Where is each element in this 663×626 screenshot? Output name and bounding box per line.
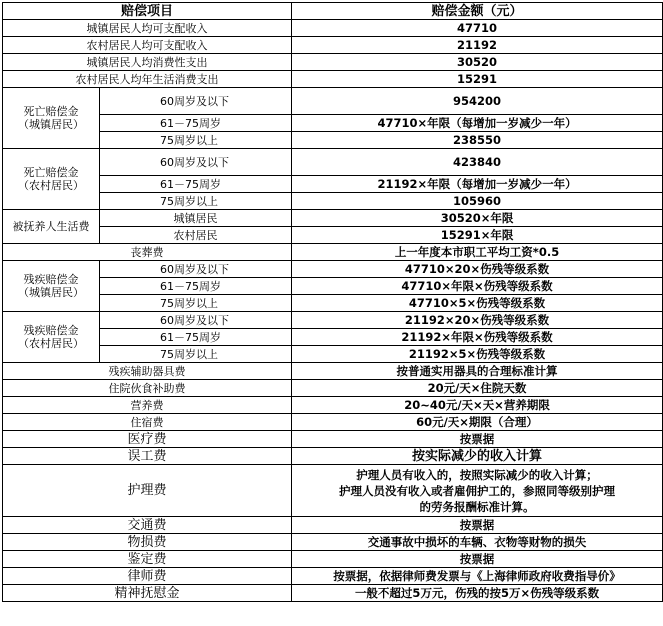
row-amount: 21192×年限（每增加一岁减少一年）	[292, 176, 663, 193]
row-subitem: 60周岁及以下	[100, 261, 292, 278]
table-row	[3, 551, 663, 568]
table-row	[3, 261, 663, 278]
row-amount: 交通事故中损坏的车辆、衣物等财物的损失	[292, 534, 663, 551]
table-row	[3, 278, 663, 295]
row-item: 城镇居民人均消费性支出	[3, 54, 292, 71]
nursing-line: 护理人员没有收入或者雇佣护工的，参照同等级别护理	[339, 483, 616, 498]
row-item: 物损费	[3, 534, 292, 551]
row-subitem: 75周岁以上	[100, 346, 292, 363]
row-item: 护理费	[3, 465, 292, 517]
table-row	[3, 54, 663, 71]
row-item: 精神抚慰金	[3, 585, 292, 602]
row-amount: 21192×年限×伤残等级系数	[292, 329, 663, 346]
disability-rural-label: 残疾赔偿金 （农村居民）	[3, 312, 100, 363]
table-row	[3, 397, 663, 414]
row-amount: 按实际减少的收入计算	[292, 448, 663, 465]
row-item: 城镇居民人均可支配收入	[3, 20, 292, 37]
row-item: 营养费	[3, 397, 292, 414]
row-subitem: 60周岁及以下	[100, 149, 292, 176]
table-row	[3, 585, 663, 602]
row-amount: 238550	[292, 132, 663, 149]
row-amount: 30520	[292, 54, 663, 71]
row-subitem: 61－75周岁	[100, 278, 292, 295]
table-row	[3, 568, 663, 585]
row-subitem: 60周岁及以下	[100, 88, 292, 115]
row-amount: 21192	[292, 37, 663, 54]
table-row	[3, 465, 663, 517]
row-item: 住宿费	[3, 414, 292, 431]
table-row	[3, 37, 663, 54]
row-amount: 按票据	[292, 431, 663, 448]
table-row	[3, 363, 663, 380]
header-item: 赔偿项目	[3, 3, 292, 20]
table-row	[3, 312, 663, 329]
row-item: 误工费	[3, 448, 292, 465]
row-subitem: 农村居民	[100, 227, 292, 244]
row-item: 交通费	[3, 517, 292, 534]
row-item: 残疾辅助器具费	[3, 363, 292, 380]
table-row	[3, 88, 663, 115]
row-amount: 423840	[292, 149, 663, 176]
table-row	[3, 193, 663, 210]
row-subitem: 61－75周岁	[100, 176, 292, 193]
disability-urban-label: 残疾赔偿金 （城镇居民）	[3, 261, 100, 312]
table-row	[3, 329, 663, 346]
table-row	[3, 380, 663, 397]
row-item: 住院伙食补助费	[3, 380, 292, 397]
row-amount: 47710	[292, 20, 663, 37]
nursing-amount	[292, 465, 663, 517]
row-amount: 47710×年限×伤残等级系数	[292, 278, 663, 295]
table-row	[3, 210, 663, 227]
table-row	[3, 115, 663, 132]
table-row	[3, 132, 663, 149]
row-amount: 一般不超过5万元，伤残的按5万×伤残等级系数	[292, 585, 663, 602]
table-row	[3, 431, 663, 448]
table-row	[3, 20, 663, 37]
row-item: 丧葬费	[3, 244, 292, 261]
row-amount: 21192×5×伤残等级系数	[292, 346, 663, 363]
compensation-table	[2, 2, 663, 602]
header-amount: 赔偿金额（元）	[292, 3, 663, 20]
table-row	[3, 227, 663, 244]
row-amount: 20元/天×住院天数	[292, 380, 663, 397]
death-rural-label: 死亡赔偿金 （农村居民）	[3, 149, 100, 210]
row-amount: 954200	[292, 88, 663, 115]
table-row	[3, 414, 663, 431]
row-amount: 47710×20×伤残等级系数	[292, 261, 663, 278]
table-row	[3, 346, 663, 363]
row-subitem: 61－75周岁	[100, 329, 292, 346]
row-amount: 30520×年限	[292, 210, 663, 227]
row-subitem: 城镇居民	[100, 210, 292, 227]
row-amount: 按票据	[292, 517, 663, 534]
row-subitem: 75周岁以上	[100, 132, 292, 149]
row-item: 农村居民人均年生活消费支出	[3, 71, 292, 88]
row-amount: 20~40元/天×天×营养期限	[292, 397, 663, 414]
row-subitem: 75周岁以上	[100, 193, 292, 210]
death-urban-label: 死亡赔偿金 （城镇居民）	[3, 88, 100, 149]
table-row	[3, 534, 663, 551]
table-row	[3, 295, 663, 312]
row-amount: 按普通实用器具的合理标准计算	[292, 363, 663, 380]
row-subitem: 61－75周岁	[100, 115, 292, 132]
table-row	[3, 517, 663, 534]
row-amount: 47710×年限（每增加一岁减少一年）	[292, 115, 663, 132]
row-amount: 105960	[292, 193, 663, 210]
table-row	[3, 71, 663, 88]
row-amount: 15291	[292, 71, 663, 88]
nursing-line: 护理人员有收入的，按照实际减少的收入计算；	[356, 467, 598, 482]
table-row	[3, 176, 663, 193]
row-amount: 21192×20×伤残等级系数	[292, 312, 663, 329]
row-item: 农村居民人均可支配收入	[3, 37, 292, 54]
row-subitem: 75周岁以上	[100, 295, 292, 312]
table-row	[3, 448, 663, 465]
row-amount: 15291×年限	[292, 227, 663, 244]
dependent-label: 被抚养人生活费	[3, 210, 100, 244]
table-row	[3, 149, 663, 176]
nursing-line: 的劳务报酬标准计算。	[419, 499, 535, 514]
row-amount: 按票据	[292, 551, 663, 568]
row-amount: 60元/天×期限（合理）	[292, 414, 663, 431]
row-item: 鉴定费	[3, 551, 292, 568]
row-item: 医疗费	[3, 431, 292, 448]
row-amount: 上一年度本市职工平均工资*0.5	[292, 244, 663, 261]
row-amount: 47710×5×伤残等级系数	[292, 295, 663, 312]
row-subitem: 60周岁及以下	[100, 312, 292, 329]
row-item: 律师费	[3, 568, 292, 585]
table-header-row	[3, 3, 663, 20]
table-row	[3, 244, 663, 261]
row-amount: 按票据，依据律师费发票与《上海律师政府收费指导价》	[292, 568, 663, 585]
